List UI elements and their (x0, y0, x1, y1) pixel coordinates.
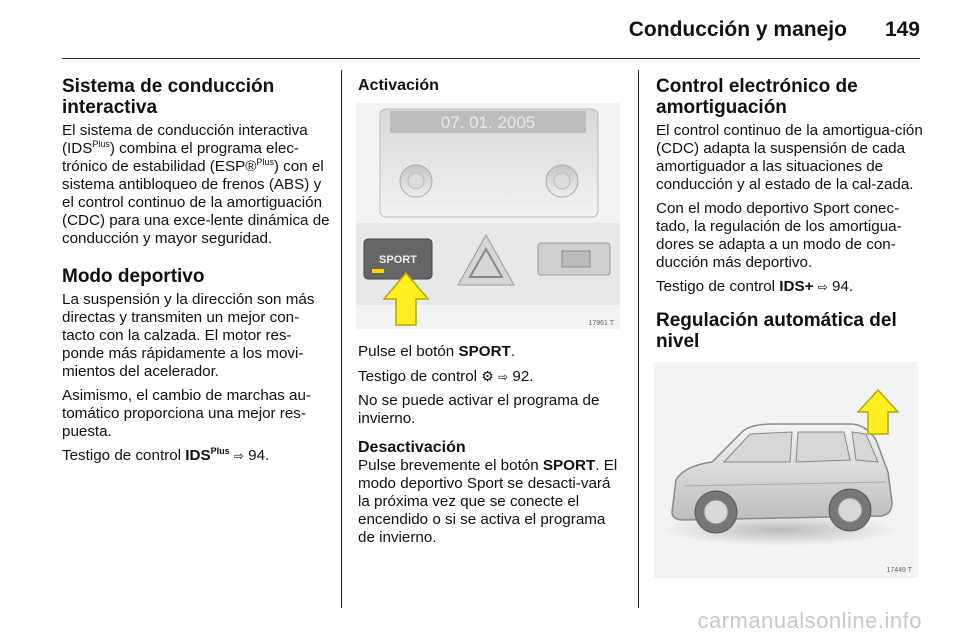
paragraph-cambio-marchas: Asimismo, el cambio de marchas au-tomático proporciona una mejor res-puesta. (62, 387, 311, 440)
clock-display-text: 07. 01. 2005 (440, 113, 536, 132)
arrow-reference-icon: ⇨ (233, 449, 244, 463)
page-number: 149 (884, 18, 920, 41)
car-illustration (654, 362, 918, 578)
heading-desactivacion: Desactivación (358, 439, 466, 456)
sport-button-figure (356, 103, 620, 329)
paragraph-testigo-ids: Testigo de control $IDS^{Plus}$ ⇨ 94. (62, 446, 270, 464)
heading-modo-deportivo: Modo deportivo (62, 266, 205, 287)
paragraph-pulse-sport: Pulse el botón SPORT. (358, 343, 516, 360)
paragraph-invierno: No se puede activar el programa de invierno. (358, 392, 600, 427)
heading-sistema-conduccion: Sistema de conducción interactiva (62, 76, 275, 118)
column-3 (656, 76, 924, 578)
column-divider-2 (638, 70, 639, 608)
page-header (629, 18, 920, 42)
paragraph-ids-intro: El sistema de conducción interactiva $(IDS^{Plus})$ combina el programa elec-trónico de estabilidad (ESP®$^{Plus}$) con el sistema antibloqueo de frenos (ABS) y el control continuo de la amortiguación (CDC) para una exce-lente dinámica de conducción y mayor seguridad. (62, 122, 330, 247)
heading-regulacion-nivel: Regulación automática del nivel (656, 310, 897, 352)
paragraph-modo-deportivo: La suspensión y la dirección son más directas y transmiten un mejor con-tacto con la calzada. El motor res-ponde más rápidamente a los movi-mientos del acelerador. (62, 291, 315, 380)
paragraph-desactivacion: Pulse brevemente el botón SPORT. El modo deportivo Sport se desacti-vará la próxima vez que se conecte el encendido o si se activa el programa de invierno. (358, 457, 618, 546)
column-2 (358, 76, 626, 553)
paragraph-cdc-sport: Con el modo deportivo Sport conec-tado, la regulación de los amortigua-dores se adapta a un modo de con-ducción más deportivo. (656, 200, 902, 271)
paragraph-cdc: El control continuo de la amortigua-ción (CDC) adapta la suspensión de cada amortiguador a las situaciones de conducción y al estado de la cal-zada. (656, 122, 923, 193)
sport-button-label: SPORT (379, 254, 417, 266)
dashboard-illustration (356, 103, 620, 329)
paragraph-testigo-sport: Testigo de control ⚙ ⇨ 92. (358, 368, 534, 385)
column-divider-1 (341, 70, 342, 608)
paragraph-testigo-ids-plus: Testigo de control IDS+ ⇨ 94. (656, 278, 854, 295)
heading-activacion: Activación (358, 77, 439, 94)
figure-number: 17961 T (588, 320, 614, 327)
figure-number: 17449 T (886, 567, 912, 574)
header-rule (62, 58, 920, 59)
car-figure (654, 362, 918, 578)
arrow-reference-icon: ⇨ (498, 370, 509, 384)
running-title: Conducción y manejo (628, 18, 847, 41)
arrow-reference-icon: ⇨ (817, 280, 828, 294)
sport-warning-icon: ⚙ (481, 368, 494, 384)
column-1 (62, 76, 330, 471)
heading-control-amortiguacion: Control electrónico de amortiguación (656, 76, 858, 118)
watermark: carmanualsonline.info (697, 608, 922, 633)
